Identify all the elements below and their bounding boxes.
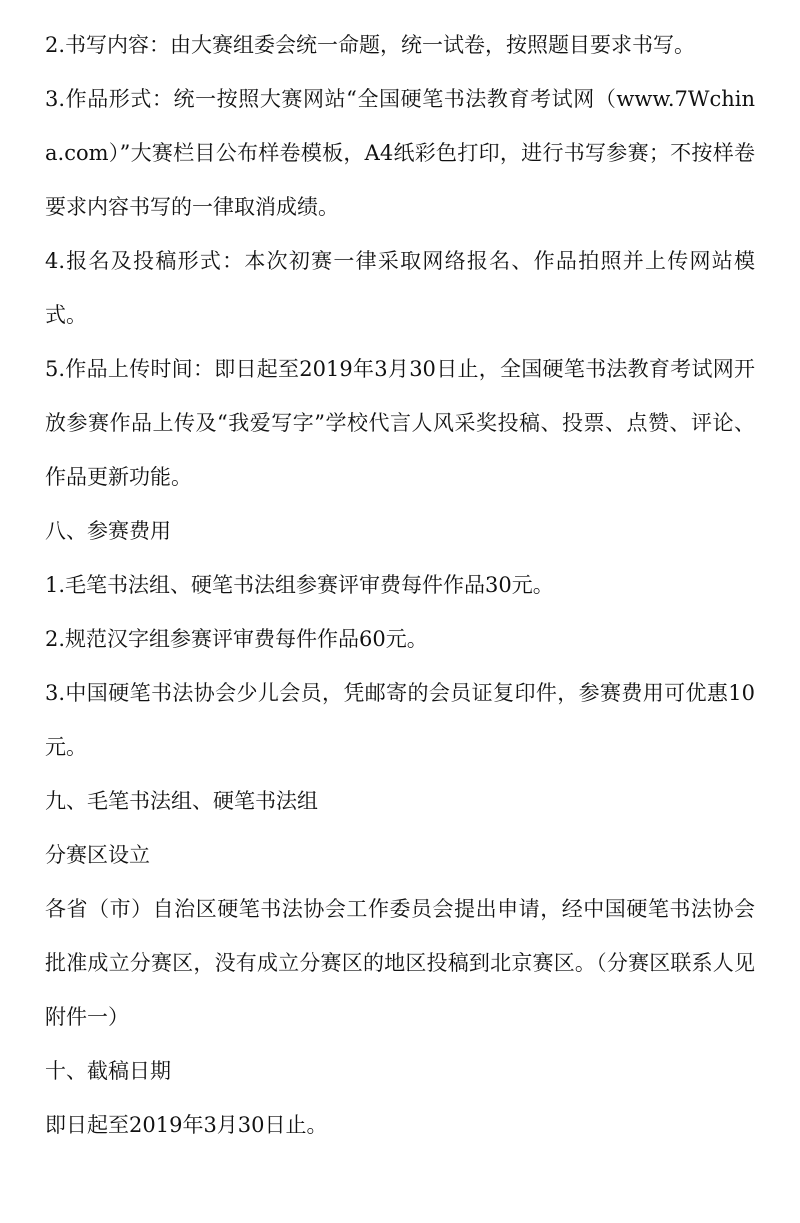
paragraph-member-discount: 3.中国硬笔书法协会少儿会员，凭邮寄的会员证复印件，参赛费用可优惠10元。 bbox=[45, 681, 755, 759]
paragraph-upload-time: 5.作品上传时间：即日起至2019年3月30日止，全国硬笔书法教育考试网开放参赛作品上传及“我爱写字”学校代言人风采奖投稿、投票、点赞、评论、作品更新功能。 bbox=[45, 357, 755, 489]
paragraph-fee-standard: 2.规范汉字组参赛评审费每件作品60元。 bbox=[45, 627, 428, 651]
subheading-division: 分赛区设立 bbox=[45, 843, 150, 867]
document-body bbox=[45, 18, 755, 1152]
paragraph-registration: 4.报名及投稿形式：本次初赛一律采取网络报名、作品拍照并上传网站模式。 bbox=[45, 249, 755, 327]
section-heading-deadline: 十、截稿日期 bbox=[45, 1059, 171, 1083]
section-heading-groups: 九、毛笔书法组、硬笔书法组 bbox=[45, 789, 318, 813]
section-heading-fees: 八、参赛费用 bbox=[45, 519, 171, 543]
paragraph-work-format: 3.作品形式：统一按照大赛网站“全国硬笔书法教育考试网（www.7Wchina.com）”大赛栏目公布样卷模板，A4纸彩色打印，进行书写参赛；不按样卷要求内容书写的一律取消成绩。 bbox=[45, 87, 755, 219]
paragraph-division-setup: 各省（市）自治区硬笔书法协会工作委员会提出申请，经中国硬笔书法协会批准成立分赛区，没有成立分赛区的地区投稿到北京赛区。（分赛区联系人见附件一） bbox=[45, 897, 755, 1029]
paragraph-deadline: 即日起至2019年3月30日止。 bbox=[45, 1113, 328, 1137]
paragraph-fee-brush-hard: 1.毛笔书法组、硬笔书法组参赛评审费每件作品30元。 bbox=[45, 573, 554, 597]
paragraph-writing-content: 2.书写内容：由大赛组委会统一命题，统一试卷，按照题目要求书写。 bbox=[45, 33, 696, 57]
